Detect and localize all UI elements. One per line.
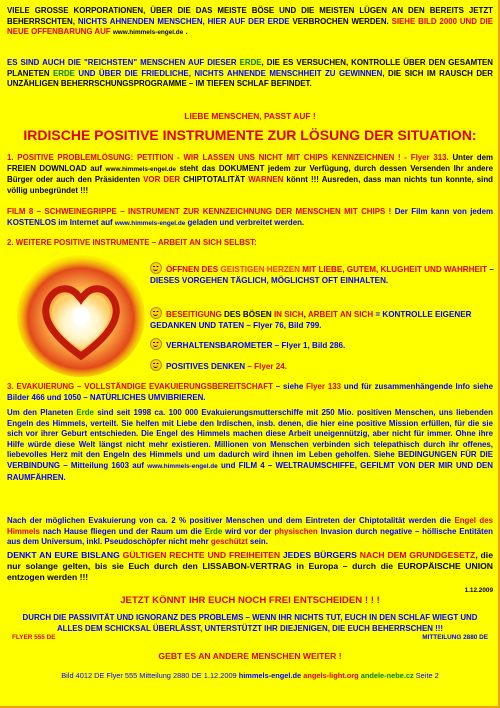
rights-text: DENKT AN EURE BISLANG: [7, 550, 123, 560]
section-1-heading: 1. POSITIVE PROBLEMLÖSUNG: PETITION - WIR LASSEN UNS NICHT MIT CHIPS KENNZEICHNEN ! - Flyer 313.: [7, 153, 449, 162]
item-1-text-2: MIT LIEBE, GUTEM, KLUGHEIT UND WAHRHEIT: [300, 265, 488, 274]
p2-text-c: UND ÜBER DIE FRIEDLICHE, NICHTS AHNENDE MENSCHHEIT ZU GEWINNEN: [74, 68, 383, 78]
item-2-d: ,: [303, 310, 308, 319]
list-item: [150, 359, 495, 373]
item-2-c: IN SICH: [273, 310, 304, 319]
section-1-text-2: steht das DOKUMENT jedem zur Verfügung, durch dessen Versenden Ihr andere Bürger oder auch den Präsidenten: [7, 163, 494, 185]
film-text: Der Film kann von jedem KOSTENLOS im Internet auf: [7, 207, 493, 227]
evac-erde: Erde: [204, 526, 223, 536]
smiley-icon: [150, 307, 162, 319]
evac-text-4: Invasion durch negative – höllische Entitäten aus dem Universum, inkl. Pseudoschöpfer nicht mehr: [7, 526, 493, 547]
p2-text-d: , DIE SICH IM RAUSCH DER UNZÄHLIGEN BEHERRSCHUNGSPROGRAMME – IM TIEFEN SCHLAF BEFINDET.: [7, 68, 493, 89]
page-title: IRDISCHE POSITIVE INSTRUMENTE ZUR LÖSUNG DER SITUATION:: [23, 127, 477, 143]
intro-end: .: [183, 27, 188, 37]
rights-highlight: GÜLTIGEN RECHTE UND FREIHEITEN: [122, 550, 281, 560]
rights-law: NACH DEM GRUNDGESETZ: [359, 550, 476, 560]
intro-reference: SIEHE BILD 2000 UND DIE NEUE OFFENBARUNG AUF: [7, 16, 493, 37]
section-1-text: Unter dem FREIEN DOWNLOAD auf: [7, 153, 494, 173]
footer: [7, 671, 493, 682]
mitteilung-label: MITTEILUNG 2880 DE: [422, 634, 488, 641]
item-1-text: ÖFFNEN DES: [166, 265, 221, 274]
planet-paragraph: [7, 408, 493, 483]
section-1-highlight: VOR DER: [143, 175, 181, 185]
decide-heading: JETZT KÖNNT IHR EUCH NOCH FREI ENTSCHEIDEN ! ! !: [120, 595, 380, 606]
planet-erde: Erde: [76, 408, 94, 417]
rights-paragraph: [7, 550, 493, 584]
intro-paragraph-1: [7, 6, 493, 39]
evac-text-2: nach Hause fliegen und der Raum um die: [39, 526, 205, 536]
footer-site-2[interactable]: angels-light.org: [303, 671, 359, 680]
evac-end: sein.: [247, 537, 268, 547]
film-8-paragraph: [7, 207, 493, 229]
film-url[interactable]: www.himmels-engel.de: [114, 219, 186, 227]
evac-engel: Engel des Himmels: [7, 516, 493, 536]
list-item: [150, 307, 495, 332]
intro-paragraph-2: [7, 58, 493, 90]
date: 1.12.2009: [464, 587, 493, 594]
warning-heading: LIEBE MENSCHEN, PASST AUF !: [184, 111, 316, 121]
film-text-2: geladen und verbreitet werden.: [185, 217, 305, 227]
share-heading: GEBT ES AN ANDERE MENSCHEN WEITER !: [158, 651, 342, 661]
rights-text-2: JEDES BÜRGERS: [280, 550, 360, 560]
smiley-icon: [150, 262, 162, 274]
evac-protected: geschützt: [210, 537, 248, 547]
film-heading: FILM 8 – SCHWEINEGRIPPE – INSTRUMENT ZUR KENNZEICHNUNG DER MENSCHEN MIT CHIPS !: [7, 207, 392, 216]
evac-physical: physischen: [274, 526, 318, 536]
p2-erde: ERDE: [239, 58, 262, 67]
rights-end: , die nur solange gelten, bis sie Euch durch den LISSABON-VERTRAG in Europa – durch die EUROPÄISCHE UNION entzogen werden !!!: [7, 550, 493, 583]
intro-url[interactable]: www.himmels-engel.de: [112, 29, 184, 37]
intro-text: VIELE GROSSE KORPORATIONEN, ÜBER DIE DAS MEISTE BÖSE UND DIE MEISTEN LÜGEN AN DEN BEREITS JETZT BEHERRSCHTEN,: [7, 6, 493, 26]
passivity-paragraph: DURCH DIE PASSIVITÄT UND IGNORANZ DES PROBLEMS – WENN IHR NICHTS TUT, EUCH IN DEN SCHLAF WIEGT UND ALLES DEM SCHICKSAL ÜBERLÄSST, UNTERSTÜTZT IHR DIEJENIGEN, DIE EUCH BEHERRSCHEN !!!: [22, 613, 478, 633]
section-2-heading: 2. WEITERE POSITIVE INSTRUMENTE – ARBEIT AN SICH SELBST:: [7, 238, 257, 247]
section-1-warn: WARNEN: [248, 175, 284, 185]
item-2-f: = KONTROLLE EIGENER GEDANKEN UND TATEN – Flyer 76, Bild 799.: [150, 310, 472, 330]
item-2-e: ARBEIT AN SICH: [307, 310, 374, 319]
item-4-text: POSITIVES DENKEN: [166, 362, 246, 371]
heart-light-graphic: [17, 252, 145, 377]
item-3-text: VERHALTENSBAROMETER – Flyer 1, Bild 286.: [166, 341, 346, 350]
flyer-label: FLYER 555 DE: [12, 634, 56, 641]
smiley-icon: [150, 338, 162, 350]
item-2-b: DES BÖSEN: [221, 310, 274, 319]
list-item: [150, 338, 495, 352]
section-3-ref: Flyer 133: [306, 382, 341, 391]
evac-text-3: wird vor der: [222, 526, 275, 536]
evac-text: Nach der möglichen Evakuierung von ca. 2 % positiver Menschen und dem Eintreten der Chiptotalität werden die: [7, 516, 455, 525]
planet-url[interactable]: www.himmels-engel.de: [147, 462, 218, 470]
smiley-icon: [150, 359, 162, 371]
list-item: [150, 262, 495, 287]
p2-text-a: ES SIND AUCH DIE "REICHSTEN" MENSCHEN AUF DIESER: [7, 58, 240, 67]
intro-highlight: NICHTS AHNENDEN MENSCHEN, HIER AUF DER ERDE: [77, 16, 290, 26]
planet-text-3: und FILM 4 – WELTRAUMSCHIFFE, GEFILMT VON DER MIR UND DEN RAUMFÄHREN.: [7, 460, 493, 482]
heart-light-icon: [17, 252, 145, 377]
item-1-highlight: GEISTIGEN HERZEN: [220, 265, 301, 274]
item-4-ref: – Flyer 24.: [245, 362, 288, 371]
p2-text-b: , DIE ES VERSUCHEN, KONTROLLE ÜBER DEN GESAMTEN PLANETEN: [7, 58, 494, 78]
planet-text: Um den Planeten: [7, 408, 77, 417]
section-3: [7, 382, 493, 403]
section-3-heading: 3. EVAKUIERUNG – VOLLSTÄNDIGE EVAKUIERUNGSBEREITSCHAFT: [7, 382, 273, 391]
section-1-url[interactable]: www.himmels-engel.de: [105, 165, 176, 173]
footer-text: Bild 4012 DE Flyer 555 Mitteilung 2880 DE 1.12.2009: [61, 671, 239, 680]
evacuation-paragraph: [7, 516, 493, 548]
section-3-text-2: und für zusammenhängende Info siehe Bilder 466 und 1050 – NATÜRLICHES UMVIBRIEREN.: [7, 382, 494, 402]
section-1-chip: CHIPTOTALITÄT: [180, 175, 249, 185]
planet-text-2: sind seit 1998 ca. 100 000 Evakuierungsmutterschiffe mit 250 Mio. positiven Menschen, uns liebenden Engeln des Himmels, verteilt. Sie helfen mit Liebe den Irdischen, insb. denen, die hier eine positive Mission erfüllen, für die sie sich vor ihrer Geburt entschieden. Die Engel des Himmels machen diese Arbeit uneigennützig, aber nicht für immer. Ohne ihre Hilfe würde diese Welt längst nicht mehr existieren. Millionen von Menschen verbinden sich telepathisch durch ihr offenes, liebevolles Herz mit den Engeln des Himmels und um dadurch wird ihnen im Leben geholfen. Siehe BEDINGUNGEN FÜR DIE VERBINDUNG – Mitteilung 1603 auf: [7, 408, 493, 470]
p2-erde-2: ERDE: [52, 68, 75, 78]
intro-text-2: VERBROCHEN WERDEN.: [289, 16, 392, 26]
footer-site-1[interactable]: himmels-engel.de: [238, 671, 302, 680]
item-1-text-3: – DIESES VORGEHEN TÄGLICH, MÖGLICHST OFT EINHALTEN.: [150, 265, 494, 285]
section-1-end: könnt !!! Ausreden, dass man nichts tun konnte, sind völlig unbegründet !!!: [7, 175, 493, 195]
section-3-text: – siehe: [272, 382, 307, 391]
item-2-a: BESEITIGUNG: [166, 310, 222, 319]
footer-page: Seite 2: [413, 671, 439, 680]
section-1: [7, 153, 493, 196]
footer-site-3[interactable]: andele-nebe.cz: [360, 671, 414, 680]
